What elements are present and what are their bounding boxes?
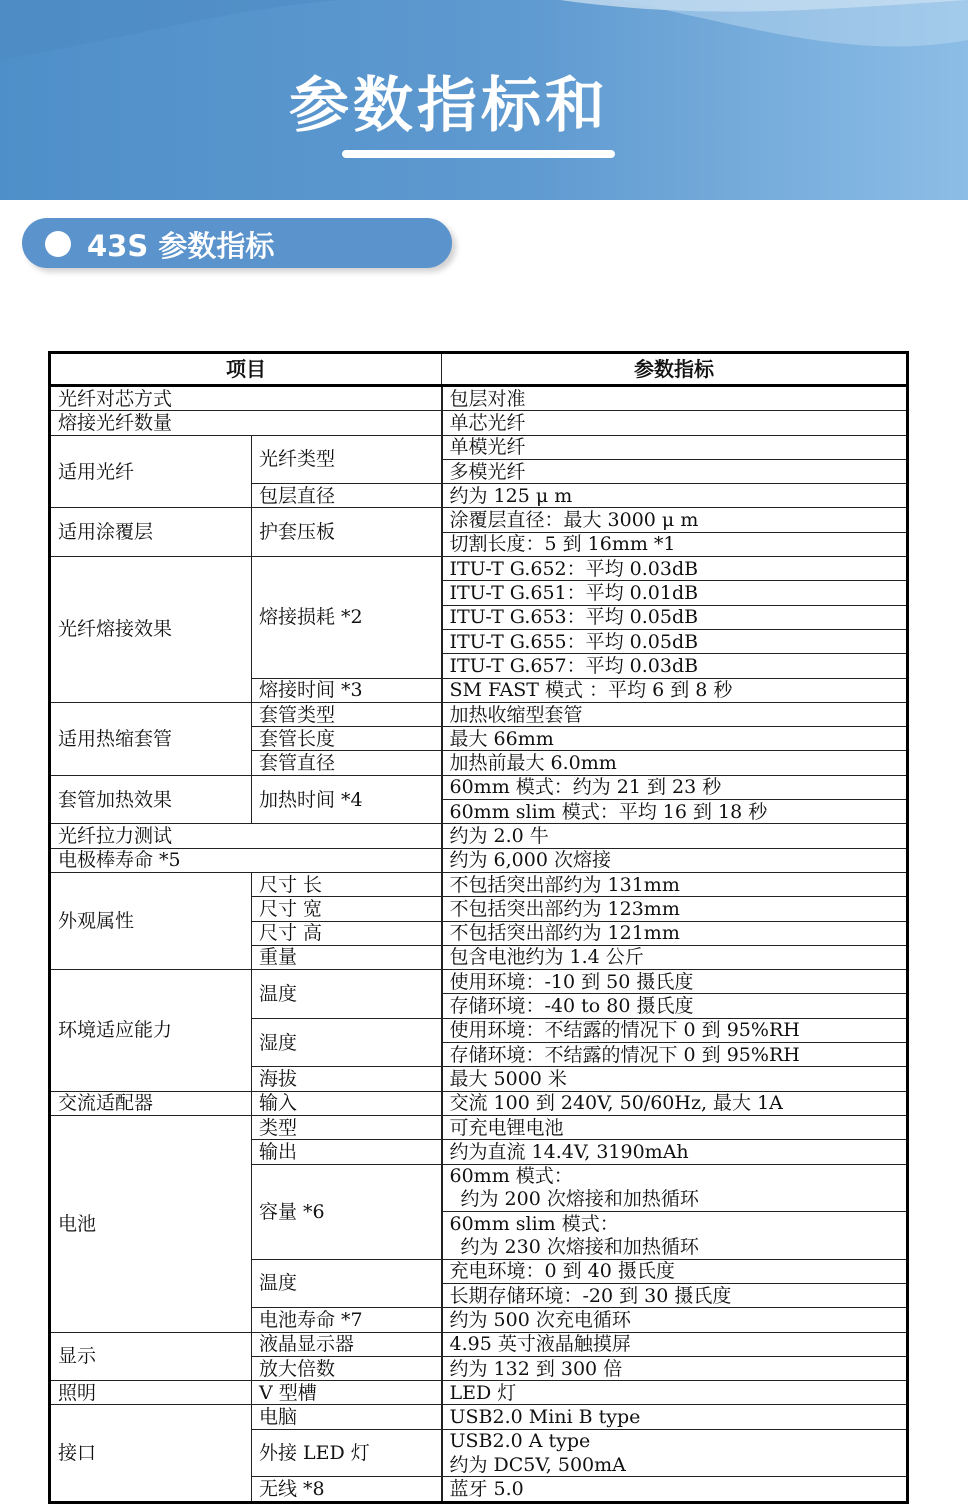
row-value: 60mm 模式：约为 21 到 23 秒	[442, 775, 908, 799]
spec-table	[48, 351, 909, 1504]
row-label: 光纤拉力测试	[50, 824, 442, 848]
group-label: 适用热缩套管	[50, 702, 252, 775]
row-value: 约为 132 到 300 倍	[442, 1356, 908, 1380]
row-value: 使用环境：不结露的情况下 0 到 95%RH	[442, 1018, 908, 1042]
page-title: 参数指标和	[289, 71, 609, 141]
row-value: 多模光纤	[442, 459, 908, 483]
row-value: ITU-T G.653：平均 0.05dB	[442, 605, 908, 629]
group-label: 接口	[50, 1405, 252, 1502]
sub-label: 外接 LED 灯	[252, 1429, 442, 1477]
section-heading	[22, 218, 452, 268]
sub-label: 尺寸 宽	[252, 897, 442, 921]
bullet-dot-icon	[45, 231, 71, 257]
row-label: 光纤对芯方式	[50, 386, 442, 411]
row-value: 约为 500 次充电循环	[442, 1308, 908, 1332]
row-value: USB2.0 A type	[442, 1429, 908, 1453]
table-row	[50, 435, 908, 459]
row-value: 最大 5000 米	[442, 1067, 908, 1091]
table-header-row	[50, 353, 908, 386]
row-value: 包含电池约为 1.4 公斤	[442, 945, 908, 969]
row-value: 存储环境：不结露的情况下 0 到 95%RH	[442, 1043, 908, 1067]
header-banner	[0, 0, 968, 200]
row-value: 约为 DC5V, 500mA	[442, 1453, 908, 1477]
row-label: 电极棒寿命 *5	[50, 848, 442, 872]
row-value: 蓝牙 5.0	[442, 1477, 908, 1502]
table-row	[50, 872, 908, 896]
sub-label: V 型槽	[252, 1381, 442, 1405]
row-value: 约为 230 次熔接和加热循环	[442, 1235, 908, 1259]
row-value: 单模光纤	[442, 435, 908, 459]
sub-label: 电池寿命 *7	[252, 1308, 442, 1332]
table-row	[50, 508, 908, 532]
sub-label: 熔接时间 *3	[252, 678, 442, 702]
sub-label: 放大倍数	[252, 1356, 442, 1380]
row-value: 单芯光纤	[442, 411, 908, 435]
sub-label: 海拔	[252, 1067, 442, 1091]
table-row	[50, 1332, 908, 1356]
sub-label: 容量 *6	[252, 1164, 442, 1259]
row-value: 使用环境：-10 到 50 摄氏度	[442, 970, 908, 994]
sub-label: 加热时间 *4	[252, 775, 442, 824]
row-value: 涂覆层直径：最大 3000 μ m	[442, 508, 908, 532]
row-value: 存储环境：-40 to 80 摄氏度	[442, 994, 908, 1018]
section-title: 43S 参数指标	[87, 229, 275, 263]
sub-label: 温度	[252, 970, 442, 1019]
sub-label: 尺寸 长	[252, 872, 442, 896]
sub-label: 包层直径	[252, 484, 442, 508]
sub-label: 尺寸 高	[252, 921, 442, 945]
row-value: 可充电锂电池	[442, 1115, 908, 1139]
group-label: 电池	[50, 1115, 252, 1332]
row-value: 充电环境：0 到 40 摄氏度	[442, 1259, 908, 1283]
row-value: 约为直流 14.4V, 3190mAh	[442, 1140, 908, 1164]
row-value: LED 灯	[442, 1381, 908, 1405]
group-label: 显示	[50, 1332, 252, 1381]
row-value: 不包括突出部约为 131mm	[442, 872, 908, 896]
row-value: 约为 200 次熔接和加热循环	[442, 1188, 908, 1212]
table-row	[50, 1405, 908, 1429]
group-label: 适用光纤	[50, 435, 252, 508]
table-row	[50, 702, 908, 726]
row-value: 包层对准	[442, 386, 908, 411]
table-row	[50, 848, 908, 872]
row-value: 约为 125 μ m	[442, 484, 908, 508]
row-value: 60mm slim 模式：	[442, 1212, 908, 1236]
table-row	[50, 1091, 908, 1115]
group-label: 外观属性	[50, 872, 252, 969]
table-row	[50, 386, 908, 411]
row-value: USB2.0 Mini B type	[442, 1405, 908, 1429]
row-value: 长期存储环境：-20 到 30 摄氏度	[442, 1283, 908, 1307]
row-value: 4.95 英寸液晶触摸屏	[442, 1332, 908, 1356]
sub-label: 熔接损耗 *2	[252, 557, 442, 678]
group-label: 光纤熔接效果	[50, 557, 252, 703]
group-label: 照明	[50, 1381, 252, 1405]
group-label: 环境适应能力	[50, 970, 252, 1091]
row-value: 60mm 模式：	[442, 1164, 908, 1188]
header-item: 项目	[50, 353, 442, 386]
sub-label: 重量	[252, 945, 442, 969]
sub-label: 温度	[252, 1259, 442, 1308]
sub-label: 套管类型	[252, 702, 442, 726]
table-row	[50, 1381, 908, 1405]
sub-label: 光纤类型	[252, 435, 442, 484]
sub-label: 套管长度	[252, 727, 442, 751]
row-value: 约为 6,000 次熔接	[442, 848, 908, 872]
sub-label: 液晶显示器	[252, 1332, 442, 1356]
table-row	[50, 970, 908, 994]
row-value: 加热收缩型套管	[442, 702, 908, 726]
row-value: ITU-T G.657：平均 0.03dB	[442, 654, 908, 678]
sub-label: 类型	[252, 1115, 442, 1139]
title-underline	[342, 150, 615, 158]
group-label: 适用涂覆层	[50, 508, 252, 557]
row-value: 最大 66mm	[442, 727, 908, 751]
row-value: 交流 100 到 240V, 50/60Hz, 最大 1A	[442, 1091, 908, 1115]
table-row	[50, 824, 908, 848]
row-label: 熔接光纤数量	[50, 411, 442, 435]
row-value: ITU-T G.655：平均 0.05dB	[442, 629, 908, 653]
table-row	[50, 1115, 908, 1139]
sub-label: 输入	[252, 1091, 442, 1115]
row-value: 60mm slim 模式：平均 16 到 18 秒	[442, 800, 908, 824]
sub-label: 输出	[252, 1140, 442, 1164]
row-value: 切割长度：5 到 16mm *1	[442, 532, 908, 556]
row-value: ITU-T G.652：平均 0.03dB	[442, 557, 908, 581]
sub-label: 护套压板	[252, 508, 442, 557]
row-value: SM FAST 模式 ：平均 6 到 8 秒	[442, 678, 908, 702]
row-value: 不包括突出部约为 121mm	[442, 921, 908, 945]
sub-label: 套管直径	[252, 751, 442, 775]
row-value: 加热前最大 6.0mm	[442, 751, 908, 775]
table-row	[50, 557, 908, 581]
header-spec: 参数指标	[442, 353, 908, 386]
group-label: 交流适配器	[50, 1091, 252, 1115]
sub-label: 电脑	[252, 1405, 442, 1429]
row-value: ITU-T G.651：平均 0.01dB	[442, 581, 908, 605]
sub-label: 湿度	[252, 1018, 442, 1067]
sub-label: 无线 *8	[252, 1477, 442, 1502]
group-label: 套管加热效果	[50, 775, 252, 824]
table-row	[50, 411, 908, 435]
table-row	[50, 775, 908, 799]
row-value: 约为 2.0 牛	[442, 824, 908, 848]
row-value: 不包括突出部约为 123mm	[442, 897, 908, 921]
